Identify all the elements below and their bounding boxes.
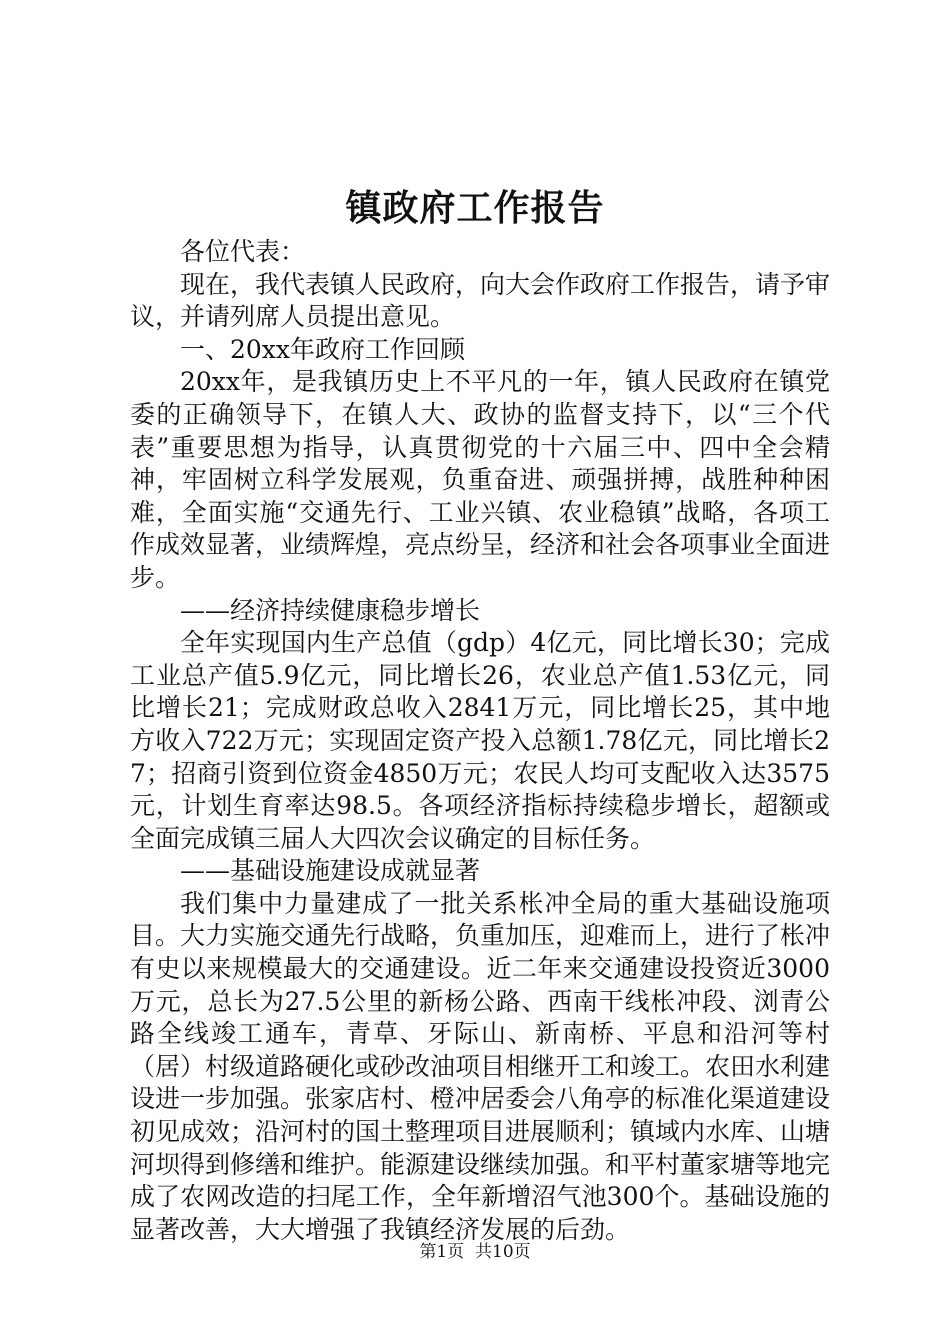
total-pages-label: 共10页 bbox=[475, 1242, 531, 1262]
document-body bbox=[130, 236, 830, 1246]
section-heading: 一、20xx年政府工作回顾 bbox=[180, 334, 466, 364]
economy-paragraph: 全年实现国内生产总值（gdp）4亿元，同比增长30；完成工业总产值5.9亿元，同比增长26，农业总产值1.53亿元，同比增长21；完成财政总收入2841万元，同比增长25，其中地方收入722万元；实现固定资产投入总额1.78亿元，同比增长27；招商引资到位资金4850万元；农民人均可支配收入达3575元，计划生育率达98.5。各项经济指标持续稳步增长，超额或全面完成镇三届人大四次会议确定的目标任务。 bbox=[130, 628, 830, 853]
review-paragraph: 20xx年，是我镇历史上不平凡的一年，镇人民政府在镇党委的正确领导下，在镇人大、政协的监督支持下，以“三个代表”重要思想为指导，认真贯彻党的十六届三中、四中全会精神，牢固树立科学发展观，负重奋进、顽强拼搏，战胜种种困难，全面实施“交通先行、工业兴镇、农业稳镇”战略，各项工作成效显著，业绩辉煌，亮点纷呈，经济和社会各项事业全面进步。 bbox=[130, 367, 831, 592]
intro-paragraph: 现在，我代表镇人民政府，向大会作政府工作报告，请予审议，并请列席人员提出意见。 bbox=[130, 269, 831, 332]
subsection-heading-infrastructure: ——基础设施建设成就显著 bbox=[180, 856, 481, 886]
document-title: 镇政府工作报告 bbox=[345, 187, 605, 229]
page-number-label: 第1页 bbox=[419, 1242, 465, 1262]
page-footer bbox=[0, 1240, 950, 1264]
subsection-heading-economy: ——经济持续健康稳步增长 bbox=[180, 595, 481, 625]
infrastructure-paragraph: 我们集中力量建成了一批关系枨冲全局的重大基础设施项目。大力实施交通先行战略，负重加压，迎难而上，进行了枨冲有史以来规模最大的交通建设。近二年来交通建设投资近3000万元，总长为27.5公里的新杨公路、西南干线枨冲段、浏青公路全线竣工通车，青草、牙际山、新南桥、平息和沿河等村（居）村级道路硬化或砂改油项目相继开工和竣工。农田水利建设进一步加强。张家店村、橙冲居委会八角亭的标准化渠道建设初见成效；沿河村的国土整理项目进展顺利；镇域内水库、山塘河坝得到修缮和维护。能源建设继续加强。和平村董家塘等地完成了农网改造的扫尾工作，全年新增沼气池300个。基础设施的显著改善，大大增强了我镇经济发展的后劲。 bbox=[130, 888, 831, 1244]
salutation-paragraph: 各位代表： bbox=[180, 237, 306, 266]
